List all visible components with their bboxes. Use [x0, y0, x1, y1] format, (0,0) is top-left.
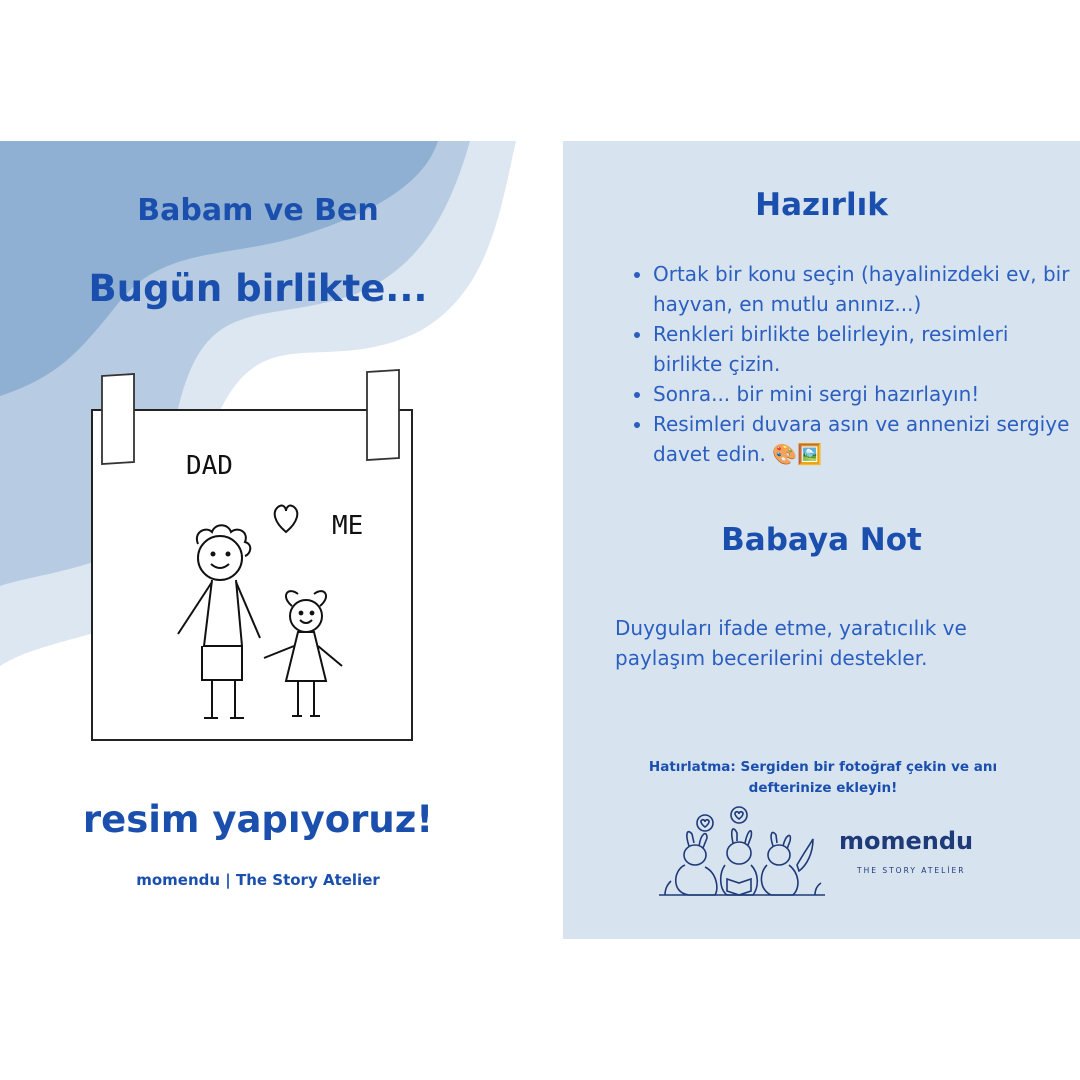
- headline: Bugün birlikte...: [88, 267, 428, 310]
- subtitle: Babam ve Ben: [137, 193, 379, 228]
- right-card: [563, 141, 1080, 939]
- note-text: Duyguları ifade etme, yaratıcılık ve paylaşım becerilerini destekler.: [615, 616, 967, 670]
- list-item: • Sonra... bir mini sergi hazırlayın!: [653, 379, 1073, 409]
- me-label: ME: [332, 511, 364, 541]
- reminder-text: Hatırlatma: Sergiden bir fotoğraf çekin ve anı defterinize ekleyin!: [648, 759, 998, 796]
- list-item: • Renkleri birlikte belirleyin, resimleri birlikte çizin.: [653, 319, 1073, 379]
- dad-label: DAD: [186, 451, 233, 481]
- list-item: • Resimleri duvara asın ve annenizi sergiye davet edin. 🎨🖼️: [653, 409, 1073, 469]
- brand-line: momendu | The Story Atelier: [136, 871, 380, 889]
- prep-title: Hazırlık: [755, 187, 888, 223]
- list-item: • Ortak bir konu seçin (hayalinizdeki ev, bir hayvan, en mutlu anınız...): [653, 259, 1073, 319]
- paper-sheet: [92, 410, 412, 740]
- bottom-title: resim yapıyoruz!: [82, 798, 434, 841]
- left-card: [0, 141, 516, 939]
- note-title: Babaya Not: [721, 522, 922, 558]
- tape-left: [102, 374, 134, 464]
- tape-right: [367, 370, 399, 460]
- bunnies-illustration: [655, 801, 825, 901]
- heart-icon: [701, 820, 709, 827]
- prep-list: [633, 259, 1073, 469]
- dad-and-me-drawing: [80, 366, 420, 746]
- logo-tagline: THE STORY ATELİER: [857, 866, 966, 875]
- logo-wordmark: momendu: [839, 827, 974, 855]
